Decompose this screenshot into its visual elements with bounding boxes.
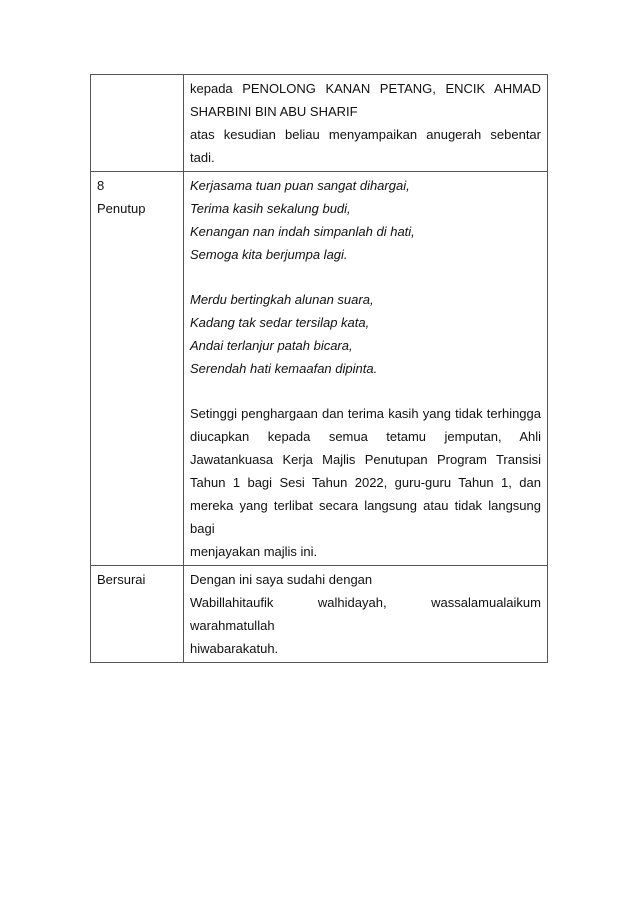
row-label-cell bbox=[91, 566, 184, 663]
row-label-cell bbox=[91, 75, 184, 172]
stanza-gap bbox=[190, 266, 541, 288]
item-number: 8 bbox=[97, 178, 105, 193]
table-row bbox=[91, 566, 548, 663]
pantun-line: Merdu bertingkah alunan suara, bbox=[190, 292, 374, 307]
text-line: atas kesudian beliau menyampaikan anugerah sebentar tadi. bbox=[190, 127, 541, 165]
text-line: Wabillahitaufik walhidayah, wassalamualaikum warahmatullah bbox=[190, 595, 541, 633]
pantun-line: Andai terlanjur patah bicara, bbox=[190, 338, 353, 353]
item-title: Bersurai bbox=[97, 572, 146, 587]
paragraph-line: menjayakan majlis ini. bbox=[190, 544, 318, 559]
closing-paragraph bbox=[190, 402, 541, 563]
pantun-line: Terima kasih sekalung budi, bbox=[190, 201, 351, 216]
pantun-line: Kerjasama tuan puan sangat dihargai, bbox=[190, 178, 410, 193]
paragraph-line: Tahun 1 bagi Sesi Tahun 2022, guru-guru Tahun 1, dan bbox=[190, 475, 541, 490]
row-content-cell bbox=[184, 75, 548, 172]
row-content-cell bbox=[184, 172, 548, 566]
pantun-line: Kenangan nan indah simpanlah di hati, bbox=[190, 224, 415, 239]
pantun-line: Kadang tak sedar tersilap kata, bbox=[190, 315, 370, 330]
stanza-gap bbox=[190, 380, 541, 402]
row-content-cell bbox=[184, 566, 548, 663]
paragraph-line: diucapkan kepada semua tetamu jemputan, Ahli bbox=[190, 429, 541, 444]
text-line: SHARBINI BIN ABU SHARIF bbox=[190, 104, 358, 119]
pantun-stanza-1 bbox=[190, 174, 541, 266]
text-line: kepada PENOLONG KANAN PETANG, ENCIK AHMAD bbox=[190, 81, 541, 96]
row-label-cell bbox=[91, 172, 184, 566]
table-row bbox=[91, 75, 548, 172]
item-title: Penutup bbox=[97, 201, 146, 216]
pantun-line: Semoga kita berjumpa lagi. bbox=[190, 247, 348, 262]
paragraph-line: Jawatankuasa Kerja Majlis Penutupan Program Transisi bbox=[190, 452, 541, 467]
text-line: hiwabarakatuh. bbox=[190, 641, 279, 656]
text-line: Dengan ini saya sudahi dengan bbox=[190, 572, 373, 587]
programme-script-table bbox=[90, 74, 548, 663]
pantun-stanza-2 bbox=[190, 288, 541, 380]
paragraph-line: Setinggi penghargaan dan terima kasih yang tidak terhingga bbox=[190, 406, 541, 421]
pantun-line: Serendah hati kemaafan dipinta. bbox=[190, 361, 378, 376]
table-row bbox=[91, 172, 548, 566]
paragraph-line: mereka yang terlibat secara langsung atau tidak langsung bagi bbox=[190, 498, 541, 536]
